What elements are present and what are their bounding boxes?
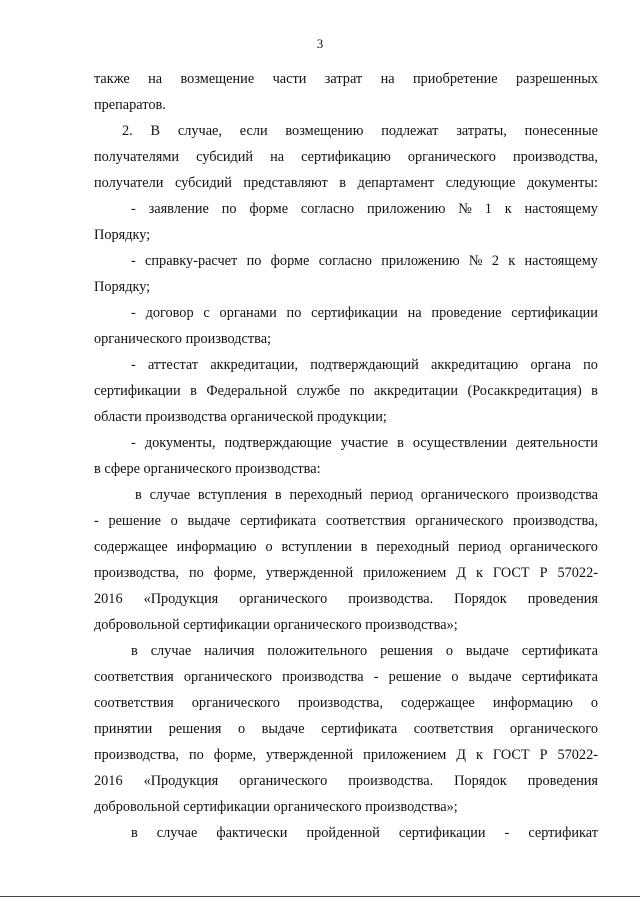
text-line: области производства органической продукции; bbox=[94, 409, 387, 425]
text-line: - аттестат аккредитации, подтверждающий аккредитацию органа по bbox=[131, 357, 598, 373]
text-line: - договор с органами по сертификации на проведение сертификации bbox=[131, 305, 598, 321]
text-line: в случае вступления в переходный период органического производства bbox=[135, 487, 598, 503]
text-line: также на возмещение части затрат на приобретение разрешенных bbox=[94, 71, 598, 87]
text-line: в сфере органического производства: bbox=[94, 461, 321, 477]
text-line: в случае наличия положительного решения о выдаче сертификата bbox=[131, 643, 598, 659]
text-line: 2. В случае, если возмещению подлежат затраты, понесенные bbox=[122, 123, 598, 139]
text-line: содержащее информацию о вступлении в переходный период органического bbox=[94, 539, 598, 555]
text-line: 2016 «Продукция органического производства. Порядок проведения bbox=[94, 773, 598, 789]
text-line: соответствия органического производства, содержащее информацию о bbox=[94, 695, 598, 711]
text-line: соответствия органического производства - решение о выдаче сертификата bbox=[94, 669, 598, 685]
text-line: - справку-расчет по форме согласно приложению № 2 к настоящему bbox=[131, 253, 598, 269]
text-line: добровольной сертификации органического производства»; bbox=[94, 617, 458, 633]
page-number: 3 bbox=[316, 36, 324, 51]
text-line: сертификации в Федеральной службе по аккредитации (Росаккредитация) в bbox=[94, 383, 598, 399]
text-line: получателями субсидий на сертификацию органического производства, bbox=[94, 149, 598, 165]
text-line: производства, по форме, утвержденной приложением Д к ГОСТ Р 57022- bbox=[94, 747, 598, 763]
text-line: Порядку; bbox=[94, 227, 151, 243]
text-line: - заявление по форме согласно приложению № 1 к настоящему bbox=[131, 201, 598, 217]
text-line: добровольной сертификации органического производства»; bbox=[94, 799, 458, 815]
text-line: органического производства; bbox=[94, 331, 272, 347]
bottom-rule bbox=[0, 896, 640, 897]
text-line: получатели субсидий представляют в департамент следующие документы: bbox=[94, 175, 598, 191]
text-line: 2016 «Продукция органического производства. Порядок проведения bbox=[94, 591, 598, 607]
text-line: производства, по форме, утвержденной приложением Д к ГОСТ Р 57022- bbox=[94, 565, 598, 581]
text-line: препаратов. bbox=[94, 97, 166, 113]
text-line: принятии решения о выдаче сертификата соответствия органического bbox=[94, 721, 598, 737]
text-line: - решение о выдаче сертификата соответствия органического производства, bbox=[94, 513, 598, 529]
text-line: в случае фактически пройденной сертификации - сертификат bbox=[131, 825, 598, 841]
text-line: - документы, подтверждающие участие в осуществлении деятельности bbox=[131, 435, 598, 451]
text-line: Порядку; bbox=[94, 279, 151, 295]
